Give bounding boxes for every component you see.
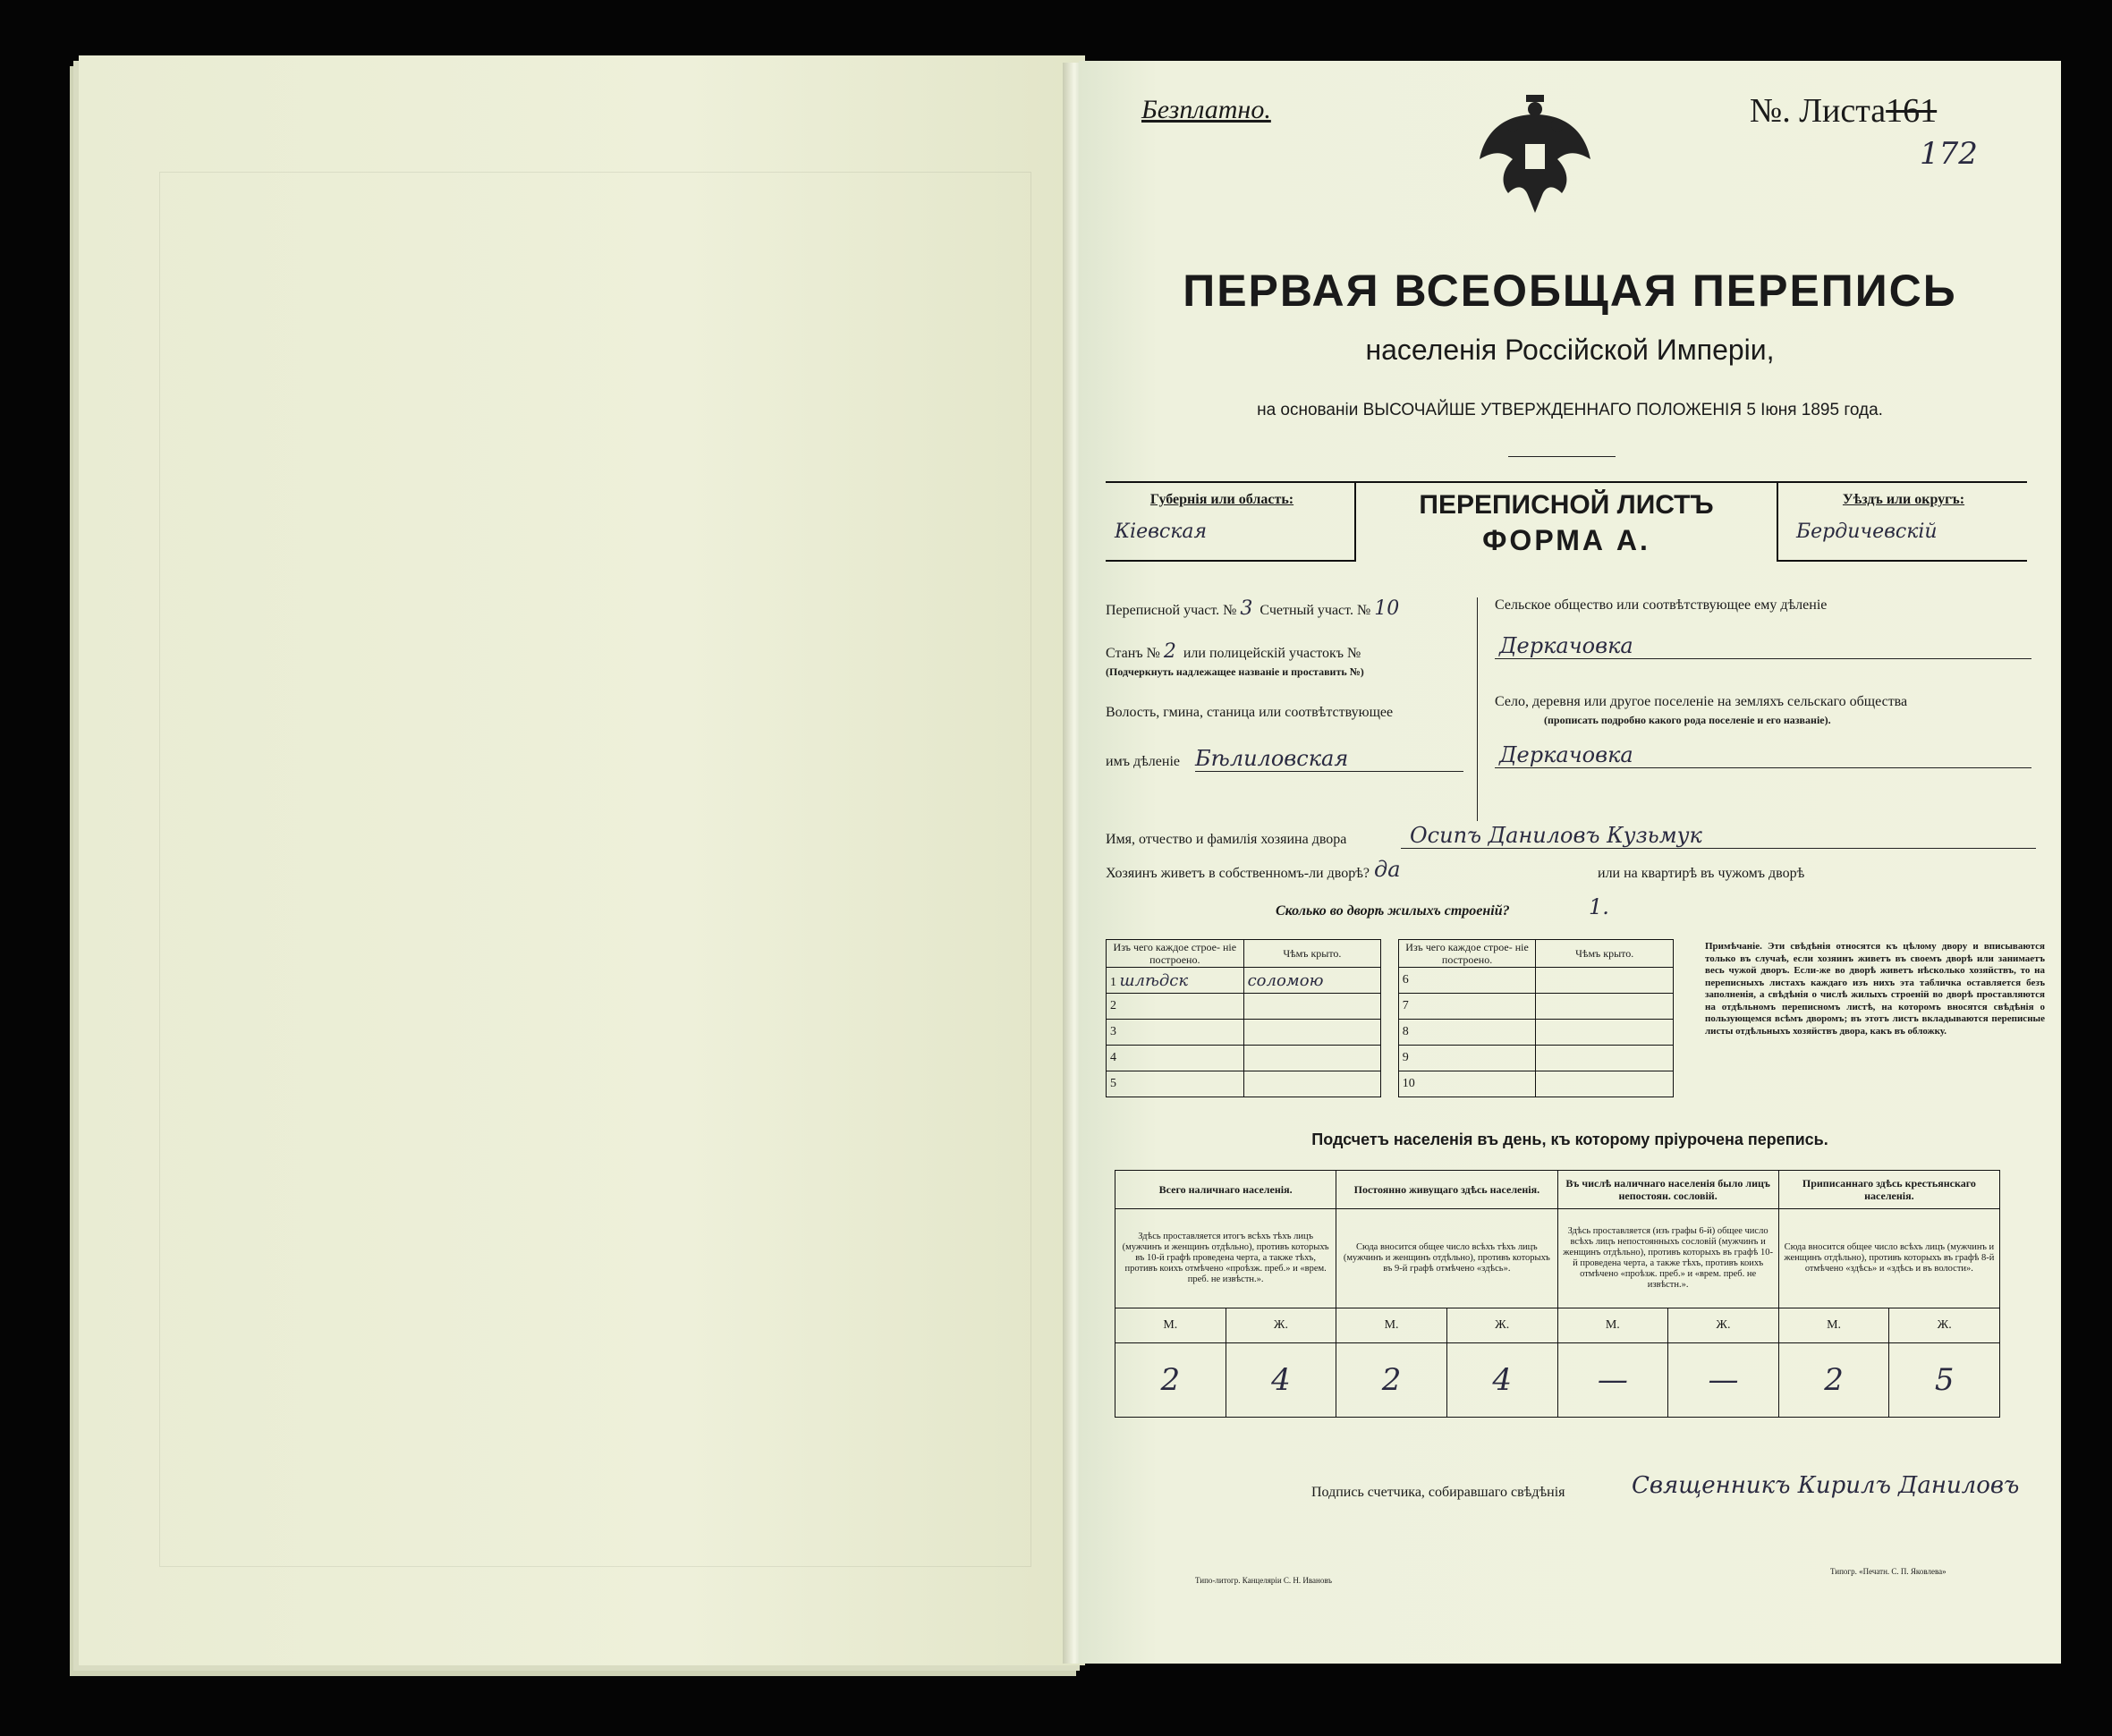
female-label: Ж. (1446, 1308, 1557, 1343)
male-label: М. (1336, 1308, 1447, 1343)
census-form-page (1079, 61, 2061, 1664)
volost-value: Бѣлиловская (1195, 746, 1349, 771)
roof-cell (1243, 1046, 1381, 1071)
imperial-eagle-icon (1472, 88, 1598, 222)
stan-label: Станъ № (1106, 646, 1160, 661)
col-roof: Чѣмъ крыто. (1243, 940, 1381, 968)
volost-label: Волость, гмина, станица или соотвѣтствующее (1106, 705, 1394, 720)
lives-own-value: да (1374, 857, 1401, 882)
census-section-field (1106, 597, 1399, 620)
census-value: 2 (1778, 1343, 1889, 1418)
table-row (1107, 1046, 1674, 1071)
census-values-row (1115, 1343, 2000, 1418)
census-value: — (1557, 1343, 1668, 1418)
count-section-value: 10 (1374, 597, 1400, 620)
sheet-number-handwritten: 172 (1920, 136, 1978, 172)
province-box (1106, 481, 1356, 562)
spacer (1381, 1020, 1399, 1046)
table-row (1107, 1071, 1674, 1097)
village-value: Деркачовка (1499, 742, 1633, 767)
roof-cell (1536, 994, 1674, 1020)
owner-label: Имя, отчество и фамилія хозяина двора (1106, 832, 1347, 847)
census-table (1115, 1170, 2000, 1418)
row-number: 3 (1107, 1020, 1244, 1046)
printer-footer-right: Типогр. «Печатн. С. П. Яковлева» (1830, 1567, 1947, 1576)
sheet-number-struck: 161 (1886, 92, 1938, 130)
census-col-desc: Сюда вносится общее число всѣхъ тѣхъ лицъ (мужчинъ и женщинъ отдѣльно), противъ которыхъ въ 9-й графѣ отмѣчено «здѣсь». (1336, 1209, 1557, 1308)
sheet-number-label (1750, 91, 1937, 131)
row-number: 7 (1398, 994, 1536, 1020)
free-label: Безплатно. (1141, 95, 1271, 124)
roof-cell (1243, 1020, 1381, 1046)
census-title-row (1115, 1171, 2000, 1209)
district-value: Бердичевскій (1796, 521, 1938, 543)
census-value: 2 (1336, 1343, 1447, 1418)
census-col-desc: Здѣсь проставляется итогъ всѣхъ тѣхъ лицъ (мужчинъ и женщинъ отдѣльно), противъ которыхъ въ 10-й графѣ проведена черта, а также тѣхъ, противъ коихъ отмѣчено «проѣзж. преб.» и «врем. преб. не извѣстн.». (1115, 1209, 1336, 1308)
census-value: 4 (1226, 1343, 1336, 1418)
census-value: 2 (1115, 1343, 1226, 1418)
buildings-table (1106, 939, 1674, 1097)
table-row (1107, 968, 1674, 994)
province-label: Губернія или область: (1149, 492, 1294, 507)
stan-value: 2 (1163, 640, 1176, 663)
sheet-title: ПЕРЕПИСНОЙ ЛИСТЪ (1419, 490, 1714, 520)
col-roof-2: Чѣмъ крыто. (1536, 940, 1674, 968)
village-note: (прописать подробно какого рода поселеніе и его названіе). (1544, 714, 1831, 726)
census-col-desc: Здѣсь проставляется (изъ графы 6-й) общее число всѣхъ лицъ непостоянныхъ сословій (мужчинъ и женщинъ отдѣльно), противъ которыхъ въ графѣ 10-й проведена черта, а также тѣхъ, противъ коихъ отмѣчено «проѣзж. преб.» и «врем. преб. не извѣстн.». (1557, 1209, 1778, 1308)
census-section-label: Переписной участ. № (1106, 603, 1237, 618)
female-label: Ж. (1668, 1308, 1779, 1343)
census-value: — (1668, 1343, 1779, 1418)
buildings-value: 1. (1589, 894, 1609, 919)
buildings-note: Примѣчаніе. Эти свѣдѣнія относятся къ цѣлому двору и вписываются только въ случаѣ, если хозяинъ живетъ въ своемъ дворѣ или занимаетъ весь чужой дворъ. Если-же во дворѣ живетъ нѣсколько хозяйствъ, то на переписныхъ листахъ каждаго изъ нихъ эта табличка оставляется безъ заполненія, а свѣдѣнія о числѣ жилыхъ строеній во дворѣ проставляются на отдѣльномъ переписномъ листѣ, на которомъ вносятся свѣдѣнія о пользующемся всѣмъ дворомъ; въ этотъ листъ вкладываются переписные листы отдѣльныхъ хозяйствъ двора, какъ въ обложку. (1705, 941, 2045, 1037)
roof-cell (1536, 1020, 1674, 1046)
census-col-desc: Сюда вносится общее число всѣхъ лицъ (мужчинъ и женщинъ отдѣльно), противъ которыхъ въ графѣ 8-й отмѣчено «здѣсь» и «здѣсь и въ волости». (1778, 1209, 1999, 1308)
roof-cell (1536, 968, 1674, 994)
form-basis: на основаніи ВЫСОЧАЙШЕ УТВЕРЖДЕННАГО ПОЛОЖЕНІЯ 5 Іюня 1895 года. (1257, 401, 1883, 419)
buildings-header (1107, 940, 1674, 968)
left-page (79, 55, 1085, 1665)
form-title: ПЕРВАЯ ВСЕОБЩАЯ ПЕРЕПИСЬ (1183, 266, 1957, 316)
spacer (1381, 994, 1399, 1020)
roof-cell (1536, 1046, 1674, 1071)
society-line (1495, 658, 2031, 659)
female-label: Ж. (1889, 1308, 2000, 1343)
owner-line (1401, 848, 2036, 849)
printer-footer-left: Типо-литогр. Канцеляріи С. Н. Ивановъ (1195, 1576, 1333, 1585)
census-sex-row (1115, 1308, 2000, 1343)
row-number: 6 (1398, 968, 1536, 994)
spacer (1381, 1046, 1399, 1071)
male-label: М. (1778, 1308, 1889, 1343)
police-label: или полицейскій участокъ № (1183, 646, 1361, 661)
sheet-label-text: №. Листа (1750, 92, 1887, 130)
census-value: 5 (1889, 1343, 2000, 1418)
census-col-title: Приписаннаго здѣсь крестьянскаго населенія. (1778, 1171, 1999, 1209)
row-number: 9 (1398, 1046, 1536, 1071)
col-material-2: Изъ чего каждое строе- ніе построено. (1398, 940, 1536, 968)
lives-own-label: Хозяинъ живетъ в собственномъ-ли дворѣ? (1106, 866, 1370, 881)
census-desc-row (1115, 1209, 2000, 1308)
society-value: Деркачовка (1499, 633, 1633, 658)
male-label: М. (1557, 1308, 1668, 1343)
signature-value: Священникъ Кирилъ Даниловъ (1632, 1472, 2020, 1499)
material-value: шлѣдск (1119, 970, 1189, 990)
census-col-title: Всего наличнаго населенія. (1115, 1171, 1336, 1209)
buildings-label: Сколько во дворѣ жилыхъ строеній? (1276, 903, 1510, 919)
table-row (1107, 994, 1674, 1020)
row-number: 1 (1110, 975, 1116, 989)
spacer (1381, 1071, 1399, 1097)
spacer (1381, 940, 1399, 968)
male-label: М. (1115, 1308, 1226, 1343)
row-number: 5 (1107, 1071, 1244, 1097)
province-value: Кіевская (1115, 521, 1208, 543)
ornament-divider (1508, 456, 1616, 457)
census-value: 4 (1446, 1343, 1557, 1418)
spacer (1381, 968, 1399, 994)
field-divider (1477, 597, 1478, 821)
row-number: 4 (1107, 1046, 1244, 1071)
row-number: 2 (1107, 994, 1244, 1020)
census-section-value: 3 (1240, 597, 1253, 620)
volost-label-2: имъ дѣленіе (1106, 754, 1180, 769)
stan-field (1106, 640, 1361, 663)
roof-cell (1243, 1071, 1381, 1097)
col-material: Изъ чего каждое строе- ніе построено. (1107, 940, 1244, 968)
roof-cell (1536, 1071, 1674, 1097)
village-line (1495, 767, 2031, 768)
bleed-through-grid (159, 172, 1031, 1567)
district-label: Уѣздъ или округъ: (1842, 492, 1965, 507)
owner-value: Осипъ Даниловъ Кузьмук (1410, 823, 1702, 848)
female-label: Ж. (1226, 1308, 1336, 1343)
census-heading: Подсчетъ населенія въ день, къ которому пріурочена перепись. (1311, 1131, 1828, 1148)
census-col-title: Постоянно живущаго здѣсь населенія. (1336, 1171, 1557, 1209)
count-section-label: Счетный участ. № (1260, 603, 1371, 618)
volost-line (1195, 771, 1463, 772)
underline-note: (Подчеркнуть надлежащее названіе и проставить №) (1106, 665, 1364, 678)
village-label: Село, деревня или другое поселеніе на земляхъ сельскаго общества (1495, 694, 1908, 709)
lives-other-label: или на квартирѣ въ чужомъ дворѣ (1598, 866, 1805, 881)
form-subtitle: населенія Россійской Имперіи, (1365, 334, 1775, 366)
roof-value: соломою (1243, 968, 1381, 994)
roof-cell (1243, 994, 1381, 1020)
table-row (1107, 1020, 1674, 1046)
row-number: 8 (1398, 1020, 1536, 1046)
society-label: Сельское общество или соотвѣтствующее ему дѣленіе (1495, 597, 1828, 613)
row-number: 10 (1398, 1071, 1536, 1097)
census-col-title: Въ числѣ наличнаго населенія было лицъ непостоян. сословій. (1557, 1171, 1778, 1209)
district-box (1777, 481, 2027, 562)
form-name: ФОРМА А. (1482, 524, 1650, 556)
signature-label: Подпись счетчика, собиравшаго свѣдѣнія (1311, 1485, 1565, 1500)
